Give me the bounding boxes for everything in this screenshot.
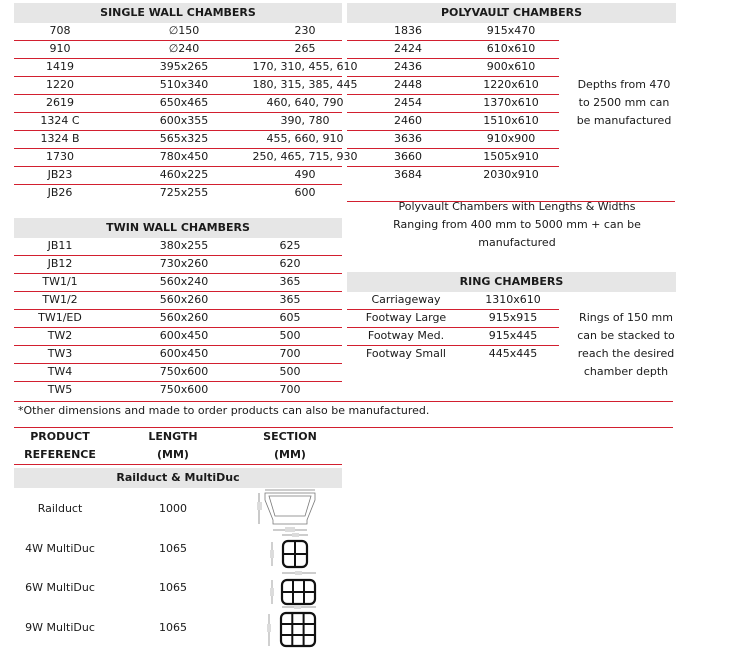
product-length: 1000: [159, 502, 187, 515]
twin-wall-row: [14, 381, 342, 399]
table-cell: 1220x610: [483, 78, 539, 91]
table-cell: 2460: [394, 114, 422, 127]
multiduc-6w-section-icon: [268, 570, 320, 608]
table-cell: JB11: [47, 239, 73, 252]
table-cell: 610x610: [486, 42, 536, 55]
table-cell: 455, 660, 910: [266, 132, 344, 145]
ring-chamber-row: [347, 309, 559, 328]
single-wall-row: [14, 58, 358, 77]
polyvault-row: [347, 166, 559, 184]
table-cell: 1510x610: [483, 114, 539, 127]
polyvault-range-note: [362, 198, 672, 252]
header-line: PRODUCT: [30, 430, 90, 443]
length-header: [130, 428, 216, 464]
polyvault-row: [347, 40, 559, 59]
table-cell: 650x465: [159, 96, 209, 109]
polyvault-row: [347, 22, 559, 41]
table-cell: 600x355: [159, 114, 209, 127]
table-cell: 3636: [394, 132, 422, 145]
table-cell: 1370x610: [483, 96, 539, 109]
single-wall-row: [14, 40, 342, 59]
table-cell: 230: [294, 24, 316, 37]
polyvault-row: [347, 76, 559, 95]
table-cell: 390, 780: [280, 114, 330, 127]
table-cell: ∅240: [168, 42, 200, 55]
table-cell: 605: [279, 311, 301, 324]
ring-chamber-row: [347, 291, 559, 310]
product-length: 1065: [159, 621, 187, 634]
twin-wall-row: [14, 363, 342, 382]
polyvault-row: [347, 148, 559, 167]
table-cell: TW3: [47, 347, 73, 360]
table-cell: ∅150: [168, 24, 200, 37]
polyvault-row: [347, 112, 559, 131]
table-cell: 2448: [394, 78, 422, 91]
header-line: SECTION: [263, 430, 317, 443]
table-cell: TW2: [47, 329, 73, 342]
table-cell: 510x340: [159, 78, 209, 91]
single-wall-row: [14, 166, 342, 185]
header-line: (MM): [157, 448, 189, 461]
table-cell: Footway Small: [365, 347, 446, 360]
table-cell: JB26: [47, 186, 73, 199]
polyvault-row: [347, 130, 559, 149]
product-name: 9W MultiDuc: [25, 621, 95, 634]
twin-wall-row: [14, 291, 342, 310]
table-cell: 700: [279, 347, 301, 360]
table-cell: 1836: [394, 24, 422, 37]
twin-wall-row: [14, 327, 342, 346]
table-cell: 365: [279, 275, 301, 288]
ring-note-line: reach the desired: [577, 347, 675, 360]
single-wall-header: SINGLE WALL CHAMBERS: [14, 3, 342, 23]
header-line: (MM): [274, 448, 306, 461]
twin-wall-row: [14, 345, 342, 364]
product-name: 6W MultiDuc: [25, 581, 95, 594]
product-reference-header: [14, 428, 106, 464]
ring-chamber-row: [347, 345, 559, 363]
twin-wall-row: [14, 237, 342, 256]
depth-note-line: to 2500 mm can: [578, 96, 670, 109]
table-cell: 2030x910: [483, 168, 539, 181]
table-cell: TW1/1: [42, 275, 78, 288]
table-cell: 3660: [394, 150, 422, 163]
table-cell: JB23: [47, 168, 73, 181]
table-cell: Footway Med.: [367, 329, 445, 342]
table-cell: 445x445: [488, 347, 538, 360]
ring-note: [573, 309, 679, 381]
table-cell: 600: [294, 186, 316, 199]
table-cell: 3684: [394, 168, 422, 181]
table-cell: 915x915: [488, 311, 538, 324]
table-cell: 560x260: [159, 293, 209, 306]
table-cell: 250, 465, 715, 930: [252, 150, 358, 163]
footnote-top-rule: [14, 401, 673, 402]
ring-header: RING CHAMBERS: [347, 272, 676, 292]
twin-wall-row: [14, 309, 342, 328]
polyvault-row: [347, 58, 559, 77]
table-cell: 265: [294, 42, 316, 55]
table-cell: 170, 310, 455, 610: [252, 60, 358, 73]
table-cell: TW1/ED: [38, 311, 82, 324]
single-wall-row: [14, 112, 342, 131]
table-cell: TW5: [47, 383, 73, 396]
table-cell: 2424: [394, 42, 422, 55]
table-cell: 365: [279, 293, 301, 306]
table-cell: 560x240: [159, 275, 209, 288]
table-cell: 600x450: [159, 347, 209, 360]
header-line: REFERENCE: [24, 448, 96, 461]
table-cell: 910x900: [486, 132, 536, 145]
single-wall-row: [14, 184, 342, 202]
table-cell: 725x255: [159, 186, 209, 199]
table-cell: 600x450: [159, 329, 209, 342]
table-cell: 900x610: [486, 60, 536, 73]
polyvault-header: POLYVAULT CHAMBERS: [347, 3, 676, 23]
product-name: 4W MultiDuc: [25, 542, 95, 555]
ring-note-line: can be stacked to: [577, 329, 675, 342]
table-cell: 708: [49, 24, 71, 37]
table-cell: 750x600: [159, 383, 209, 396]
product-subtitle: Railduct & MultiDuc: [14, 468, 342, 488]
product-length: 1065: [159, 581, 187, 594]
table-cell: 2436: [394, 60, 422, 73]
twin-wall-row: [14, 255, 342, 274]
multiduc-9w-section-icon: [264, 604, 320, 648]
table-cell: 625: [279, 239, 301, 252]
footnote: *Other dimensions and made to order products can also be manufactured.: [18, 404, 430, 417]
table-cell: Carriageway: [371, 293, 441, 306]
table-cell: 1324 B: [40, 132, 80, 145]
table-cell: 780x450: [159, 150, 209, 163]
table-cell: 915x470: [486, 24, 536, 37]
table-cell: 395x265: [159, 60, 209, 73]
table-cell: 560x260: [159, 311, 209, 324]
multiduc-4w-section-icon: [268, 532, 310, 570]
range-note-line: manufactured: [478, 236, 556, 249]
footnote-bottom-rule: [14, 427, 673, 428]
table-cell: 500: [279, 365, 301, 378]
depth-note-line: be manufactured: [576, 114, 672, 127]
ring-note-line: chamber depth: [583, 365, 669, 378]
twin-wall-row: [14, 273, 342, 292]
table-cell: 1730: [46, 150, 74, 163]
table-cell: 565x325: [159, 132, 209, 145]
table-cell: 460x225: [159, 168, 209, 181]
single-wall-row: [14, 22, 342, 41]
table-cell: 500: [279, 329, 301, 342]
table-cell: 1310x610: [485, 293, 541, 306]
range-note-line: Ranging from 400 mm to 5000 mm + can be: [393, 218, 641, 231]
table-cell: 1419: [46, 60, 74, 73]
polyvault-row: [347, 94, 559, 113]
table-cell: TW4: [47, 365, 73, 378]
twin-wall-header: TWIN WALL CHAMBERS: [14, 218, 342, 238]
table-cell: 2619: [46, 96, 74, 109]
header-line: LENGTH: [148, 430, 198, 443]
table-cell: 1324 C: [40, 114, 80, 127]
table-cell: 910: [49, 42, 71, 55]
table-cell: 620: [279, 257, 301, 270]
table-cell: TW1/2: [42, 293, 78, 306]
product-length: 1065: [159, 542, 187, 555]
table-cell: 700: [279, 383, 301, 396]
table-cell: 490: [294, 168, 316, 181]
railduct-section-icon: [255, 488, 325, 534]
table-cell: 2454: [394, 96, 422, 109]
ring-chamber-row: [347, 327, 559, 346]
single-wall-row: [14, 94, 342, 113]
table-cell: 180, 315, 385, 445: [252, 78, 358, 91]
table-cell: 460, 640, 790: [266, 96, 344, 109]
single-wall-row: [14, 76, 358, 95]
section-header: [246, 428, 334, 464]
polyvault-depth-note: [566, 76, 682, 130]
table-cell: Footway Large: [365, 311, 447, 324]
single-wall-row: [14, 130, 342, 149]
table-cell: 915x445: [488, 329, 538, 342]
product-name: Railduct: [37, 502, 83, 515]
table-cell: 730x260: [159, 257, 209, 270]
single-wall-row: [14, 148, 358, 167]
ring-note-line: Rings of 150 mm: [579, 311, 673, 324]
depth-note-line: Depths from 470: [577, 78, 671, 91]
table-cell: 380x255: [159, 239, 209, 252]
product-header-rule: [14, 464, 342, 465]
range-note-line: Polyvault Chambers with Lengths & Widths: [398, 200, 636, 213]
table-cell: 1220: [46, 78, 74, 91]
table-cell: JB12: [47, 257, 73, 270]
table-cell: 1505x910: [483, 150, 539, 163]
table-cell: 750x600: [159, 365, 209, 378]
